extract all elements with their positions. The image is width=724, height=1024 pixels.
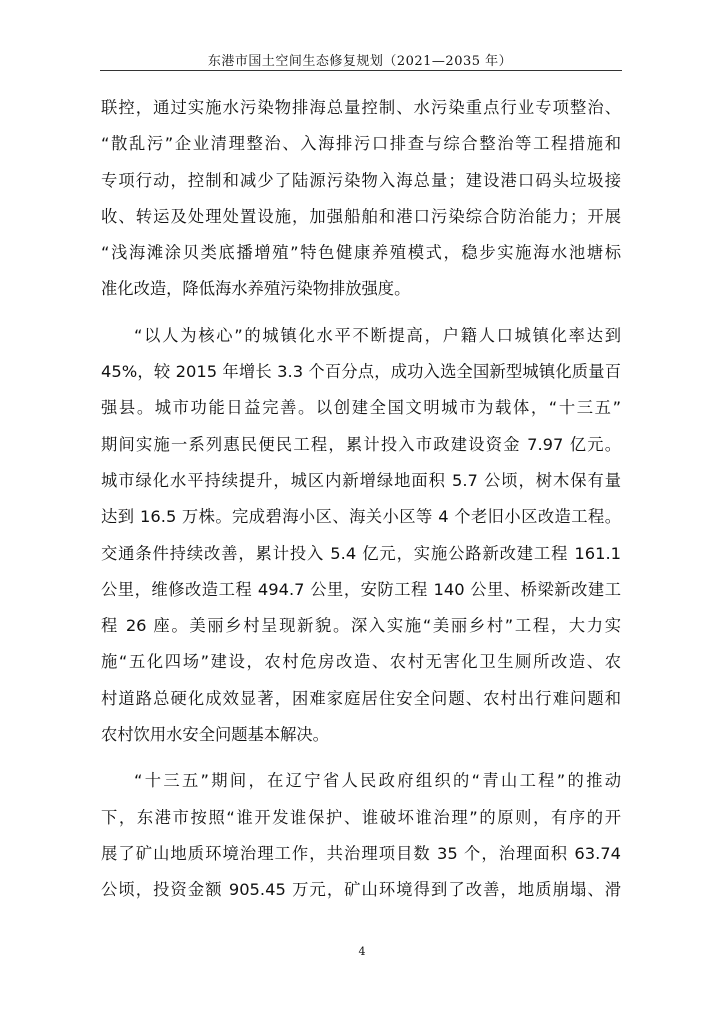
page-number: 4 bbox=[358, 945, 366, 958]
text-line: 公顷，投资金额 905.45 万元，矿山环境得到了改善，地质崩塌、滑 bbox=[101, 880, 621, 900]
text-line: “以人为核心”的城镇化水平不断提高，户籍人口城镇化率达到 bbox=[134, 325, 621, 345]
text-line: 45%，较 2015 年增长 3.3 个百分点，成功入选全国新型城镇化质量百 bbox=[101, 362, 621, 382]
text-line: 收、转运及处理处置设施，加强船舶和港口污染综合防治能力；开展 bbox=[101, 206, 621, 226]
text-line: 达到 16.5 万株。完成碧海小区、海关小区等 4 个老旧小区改造工程。 bbox=[101, 507, 621, 527]
text-line: 城市绿化水平持续提升，城区内新增绿地面积 5.7 公顷，树木保有量 bbox=[101, 470, 621, 490]
text-line: 展了矿山地质环境治理工作，共治理项目数 35 个，治理面积 63.74 bbox=[101, 843, 621, 863]
body-text bbox=[101, 90, 621, 909]
text-line: 程 26 座。美丽乡村呈现新貌。深入实施“美丽乡村”工程，大力实 bbox=[101, 616, 621, 636]
text-line: 准化改造，降低海水养殖污染物排放强度。 bbox=[101, 279, 411, 299]
text-line: 施“五化四场”建设，农村危房改造、农村无害化卫生厕所改造、农 bbox=[101, 652, 621, 672]
text-line: “散乱污”企业清理整治、入海排污口排查与综合整治等工程措施和 bbox=[101, 134, 621, 154]
paragraph-gap bbox=[101, 753, 621, 763]
text-line: 村道路总硬化成效显著，困难家庭居住安全问题、农村出行难问题和 bbox=[101, 688, 621, 708]
text-line: 联控，通过实施水污染物排海总量控制、水污染重点行业专项整治、 bbox=[101, 98, 621, 117]
text-line: 公里，维修改造工程 494.7 公里，安防工程 140 公里、桥梁新改建工 bbox=[101, 579, 621, 599]
text-line: 交通条件持续改善，累计投入 5.4 亿元，实施公路新改建工程 161.1 bbox=[101, 543, 621, 563]
text-line: 下，东港市按照“谁开发谁保护、谁破坏谁治理”的原则，有序的开 bbox=[101, 807, 621, 827]
text-line: “浅海滩涂贝类底播增殖”特色健康养殖模式，稳步实施海水池塘标 bbox=[101, 243, 621, 263]
text-line: 强县。城市功能日益完善。以创建全国文明城市为载体，“十三五” bbox=[101, 398, 621, 418]
running-header-title: 东港市国土空间生态修复规划（2021—2035 年） bbox=[207, 54, 513, 69]
text-line: 农村饮用水安全问题基本解决。 bbox=[101, 725, 329, 745]
paragraph-gap bbox=[101, 308, 621, 318]
text-line: 期间实施一系列惠民便民工程，累计投入市政建设资金 7.97 亿元。 bbox=[101, 434, 621, 454]
text-line: 专项行动，控制和减少了陆源污染物入海总量；建设港口码头垃圾接 bbox=[101, 170, 621, 190]
text-line: “十三五”期间，在辽宁省人民政府组织的“青山工程”的推动 bbox=[134, 771, 621, 791]
header-divider bbox=[100, 70, 622, 71]
